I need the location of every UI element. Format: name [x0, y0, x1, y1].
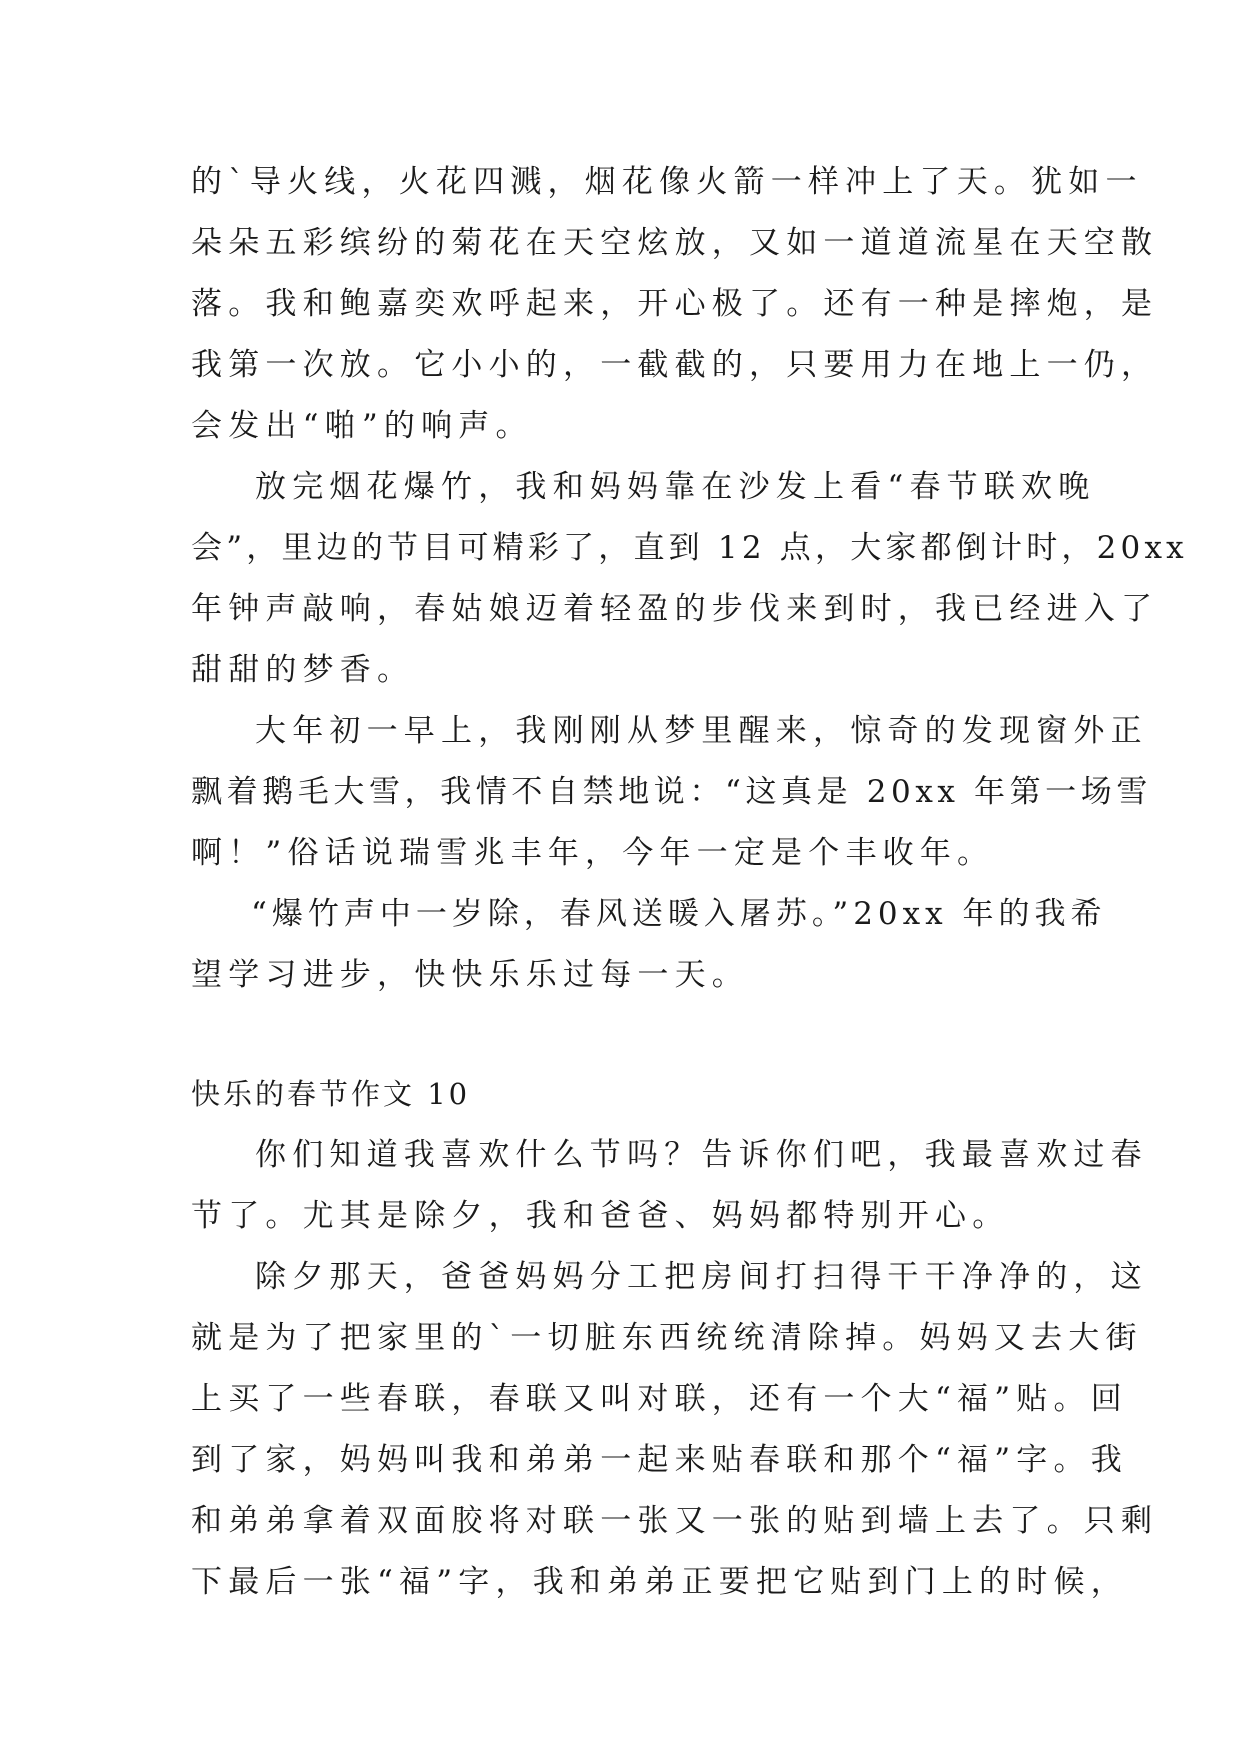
- text-line: 你们知道我喜欢什么节吗？告诉你们吧，我最喜欢过春: [255, 1137, 1148, 1173]
- paragraph: [191, 1125, 1148, 1247]
- text-line: 到了家，妈妈叫我和弟弟一起来贴春联和那个“福”字。我: [191, 1442, 1128, 1478]
- section-title: 快乐的春节作文 10: [191, 1077, 471, 1111]
- text-line: 上买了一些春联，春联又叫对联，还有一个大“福”贴。回: [191, 1381, 1128, 1417]
- paragraph: [191, 457, 1188, 701]
- text-line: “爆竹声中一岁除，春风送暖入屠苏。”20xx 年的我希: [251, 896, 1107, 932]
- text-line: 望学习进步，快快乐乐过每一天。: [191, 957, 749, 993]
- text-line: 我第一次放。它小小的，一截截的，只要用力在地上一仍，: [191, 347, 1159, 383]
- text-line: 啊！”俗话说瑞雪兆丰年，今年一定是个丰收年。: [191, 835, 995, 871]
- text-line: 的`导火线，火花四溅，烟花像火箭一样冲上了天。犹如一: [191, 164, 1143, 200]
- text-line: 下最后一张“福”字，我和弟弟正要把它贴到门上的时候，: [191, 1564, 1128, 1600]
- text-line: 甜甜的梦香。: [191, 652, 415, 688]
- paragraph: [191, 152, 1159, 457]
- text-line: 飘着鹅毛大雪，我情不自禁地说：“这真是 20xx 年第一场雪: [191, 774, 1152, 810]
- document-body: [191, 152, 1188, 1613]
- text-line: 就是为了把家里的`一切脏东西统统清除掉。妈妈又去大街: [191, 1320, 1143, 1356]
- paragraph-gap: [191, 1006, 1053, 1064]
- text-line: 会发出“啪”的响声。: [191, 408, 533, 444]
- text-line: 年钟声敲响，春姑娘迈着轻盈的步伐来到时，我已经进入了: [191, 591, 1159, 627]
- paragraph: [191, 1247, 1159, 1613]
- text-line: 落。我和鲍嘉奕欢呼起来，开心极了。还有一种是摔炮，是: [191, 286, 1159, 322]
- text-line: 朵朵五彩缤纷的菊花在天空炫放，又如一道道流星在天空散: [191, 225, 1159, 261]
- text-line: 会”，里边的节目可精彩了，直到 12 点，大家都倒计时，20xx: [191, 530, 1188, 566]
- text-line: 除夕那天，爸爸妈妈分工把房间打扫得干干净净的，这: [255, 1259, 1148, 1295]
- text-line: 放完烟花爆竹，我和妈妈靠在沙发上看“春节联欢晚: [255, 469, 1096, 505]
- text-line: 大年初一早上，我刚刚从梦里醒来，惊奇的发现窗外正: [255, 713, 1148, 749]
- text-line: 节了。尤其是除夕，我和爸爸、妈妈都特别开心。: [191, 1198, 1010, 1234]
- paragraph: [191, 701, 1152, 884]
- text-line: 和弟弟拿着双面胶将对联一张又一张的贴到墙上去了。只剩: [191, 1503, 1159, 1539]
- paragraph: [191, 884, 1107, 1006]
